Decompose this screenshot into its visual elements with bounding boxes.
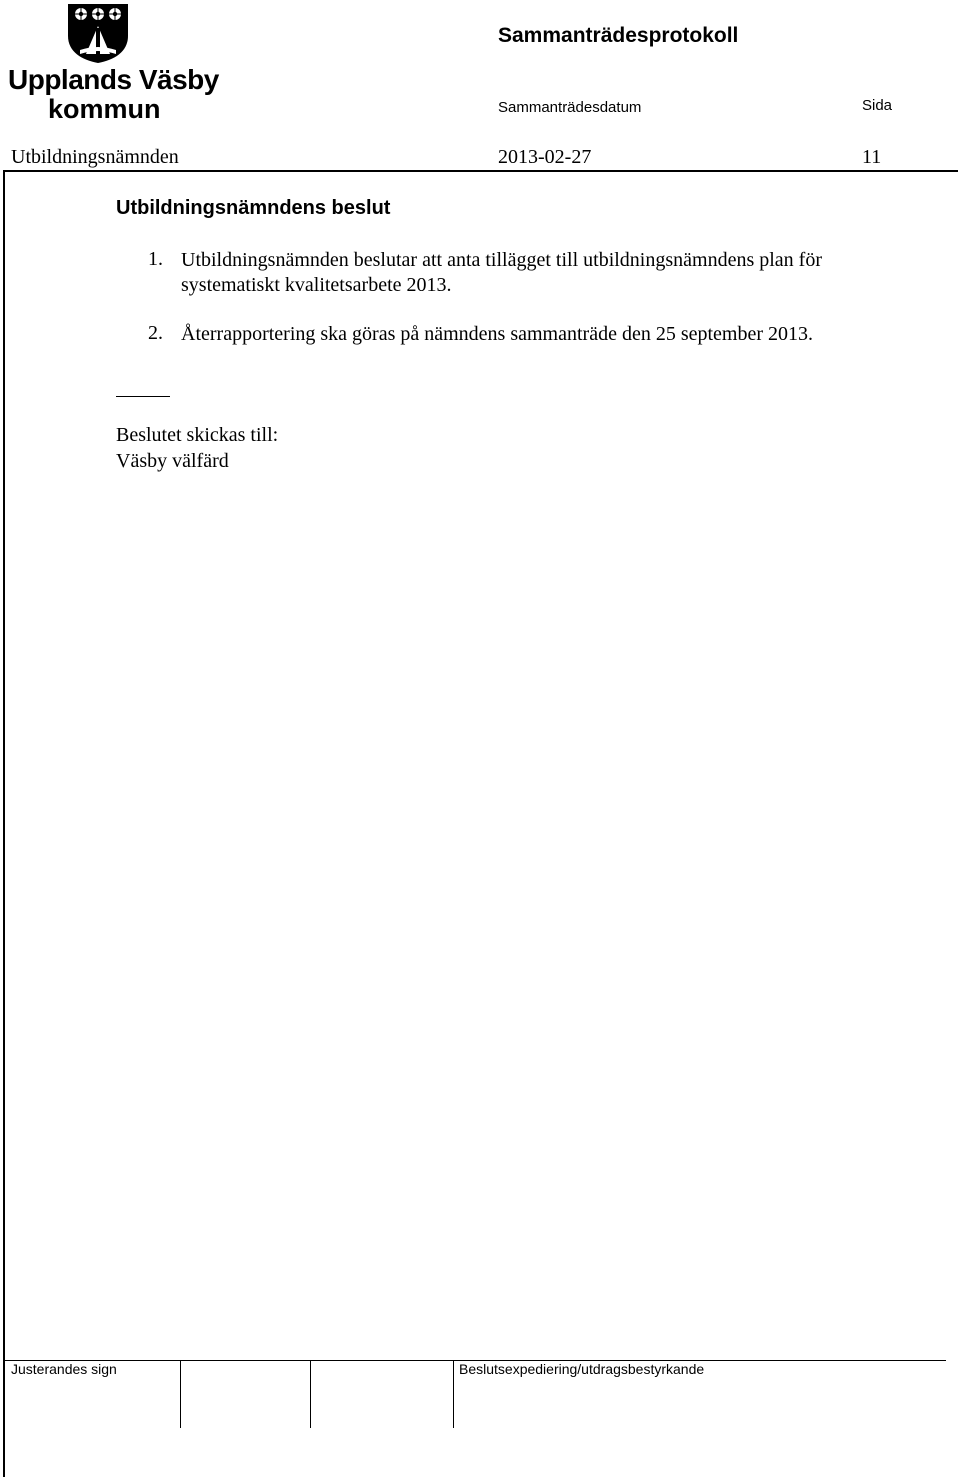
- document-type: Sammanträdesprotokoll: [498, 24, 739, 47]
- meeting-date-label: Sammanträdesdatum: [498, 99, 642, 116]
- decision-item-text: Återrapportering ska göras på nämndens sammanträde den 25 september 2013.: [181, 323, 814, 345]
- dispatch-certification-label: Beslutsexpediering/utdragsbestyrkande: [459, 1361, 705, 1377]
- short-separator: [116, 396, 170, 397]
- municipality-logo: [8, 2, 219, 124]
- distribution-recipient: Väsby välfärd: [116, 450, 229, 472]
- page-label: Sida: [862, 97, 893, 114]
- header-divider: [3, 170, 958, 172]
- committee-name: Utbildningsnämnden: [11, 146, 179, 168]
- adjuster-signature-label: Justerandes sign: [11, 1361, 117, 1377]
- logo-text-line2: kommun: [48, 94, 161, 124]
- signature-box-divider: [453, 1360, 454, 1428]
- left-margin-rule: [3, 170, 5, 1477]
- meeting-date: 2013-02-27: [498, 146, 592, 168]
- signature-box-divider: [310, 1360, 311, 1428]
- coat-of-arms-icon: [66, 2, 130, 64]
- decision-item-number: 1.: [148, 248, 163, 270]
- decision-item-text: Utbildningsnämnden beslutar att anta tillägget till utbildningsnämndens plan för systematiskt kvalitetsarbete 2013.: [181, 249, 822, 296]
- page-number: 11: [862, 146, 882, 168]
- signature-box-divider: [180, 1360, 181, 1428]
- distribution-label: Beslutet skickas till:: [116, 424, 279, 446]
- section-title: Utbildningsnämndens beslut: [116, 197, 391, 219]
- decision-item-number: 2.: [148, 322, 163, 344]
- logo-text-line1: Upplands Väsby: [8, 64, 219, 95]
